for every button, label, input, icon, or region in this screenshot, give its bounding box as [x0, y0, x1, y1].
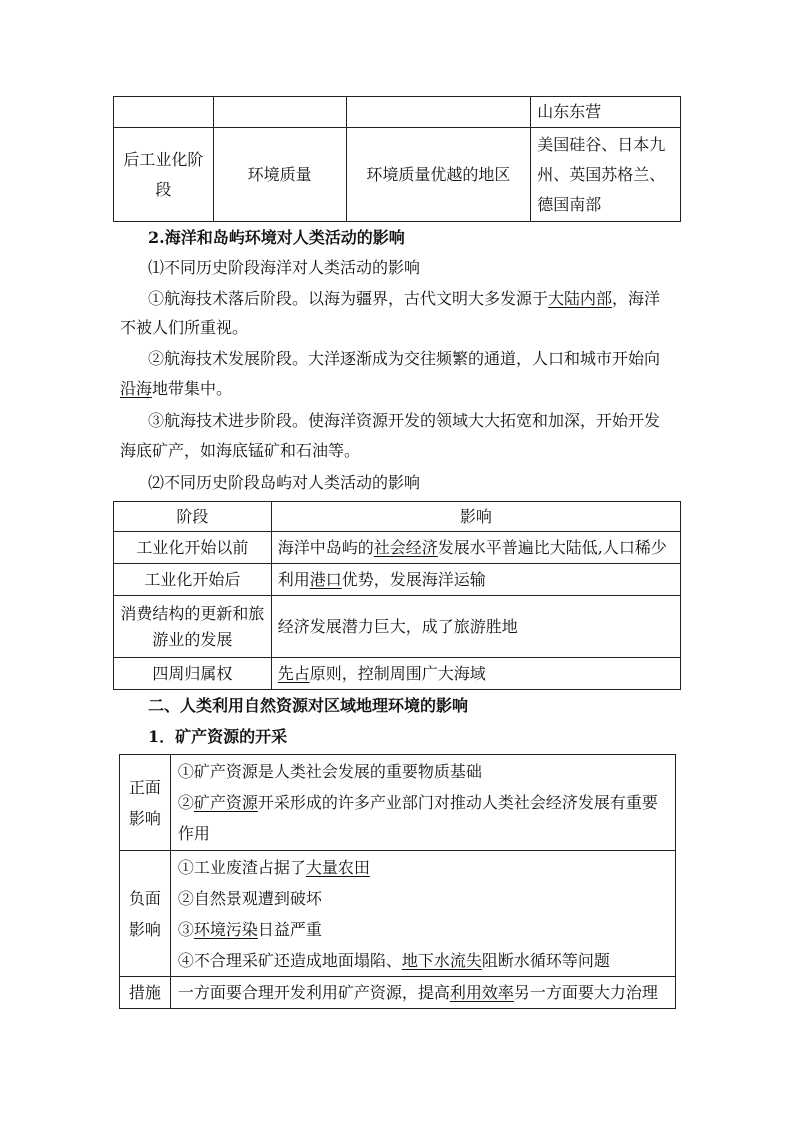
table-row: 工业化开始以前 海洋中岛屿的社会经济发展水平普遍比大陆低,人口稀少 — [114, 532, 681, 564]
table-row: 工业化开始后 利用港口优势，发展海洋运输 — [114, 564, 681, 596]
paragraph: ②航海技术发展阶段。大洋逐渐成为交往频繁的通道，人口和城市开始向 — [148, 349, 661, 368]
section-heading: 2.海洋和岛屿环境对人类活动的影响 — [148, 228, 405, 247]
table-row — [114, 128, 681, 222]
region-cell: 山东东营 — [531, 97, 681, 128]
factor-cell: 环境质量 — [213, 128, 346, 222]
mineral-impact-table — [119, 754, 676, 1009]
row-label: 正面 影响 — [120, 755, 171, 851]
table-row — [114, 97, 681, 128]
table-row: 正面 影响 ①矿产资源是人类社会发展的重要物质基础 ②矿产资源开采形成的许多产业部门对推动人类社会经济发展有重要 作用 — [120, 755, 676, 851]
stage-cell: 后工业化阶 段 — [114, 128, 214, 222]
paragraph: ③航海技术进步阶段。使海洋资源开发的领域大大拓宽和加深，开始开发 — [148, 411, 661, 430]
industrial-stage-table — [113, 96, 681, 222]
table-row: 四周归属权 先占原则，控制周围广大海域 — [114, 658, 681, 690]
row-label: 负面 影响 — [120, 851, 171, 977]
table-row: 措施 一方面要合理开发利用矿产资源，提高利用效率另一方面要大力治理 — [120, 977, 676, 1009]
paragraph: 不被人们所重视。 — [120, 318, 249, 337]
section-heading: 二、人类利用自然资源对区域地理环境的影响 — [148, 696, 469, 715]
table-row — [114, 502, 681, 532]
subheading: 1．矿产资源的开采 — [148, 727, 288, 746]
row-label: 措施 — [120, 977, 171, 1009]
header-cell: 影响 — [271, 502, 680, 532]
paragraph: 海底矿产，如海底锰矿和石油等。 — [120, 441, 361, 460]
header-cell: 阶段 — [114, 502, 272, 532]
subheading: ⑵不同历史阶段岛屿对人类活动的影响 — [148, 473, 421, 492]
subheading: ⑴不同历史阶段海洋对人类活动的影响 — [148, 258, 421, 277]
paragraph: ①航海技术落后阶段。以海为疆界，古代文明大多发源于大陆内部，海洋 — [148, 289, 661, 308]
location-cell: 环境质量优越的地区 — [346, 128, 531, 222]
table-row: 消费结构的更新和旅 游业的发展 经济发展潜力巨大，成了旅游胜地 — [114, 596, 681, 658]
table-row: 负面 影响 ①工业废渣占据了大量农田 ②自然景观遭到破坏 ③环境污染日益严重 ④不合理采矿还造成地面塌陷、地下水流失阻断水循环等问题 — [120, 851, 676, 977]
paragraph: 沿海地带集中。 — [120, 379, 233, 398]
region-cell: 美国硅谷、日本九 州、英国苏格兰、 德国南部 — [531, 128, 681, 222]
island-impact-table — [113, 501, 681, 690]
